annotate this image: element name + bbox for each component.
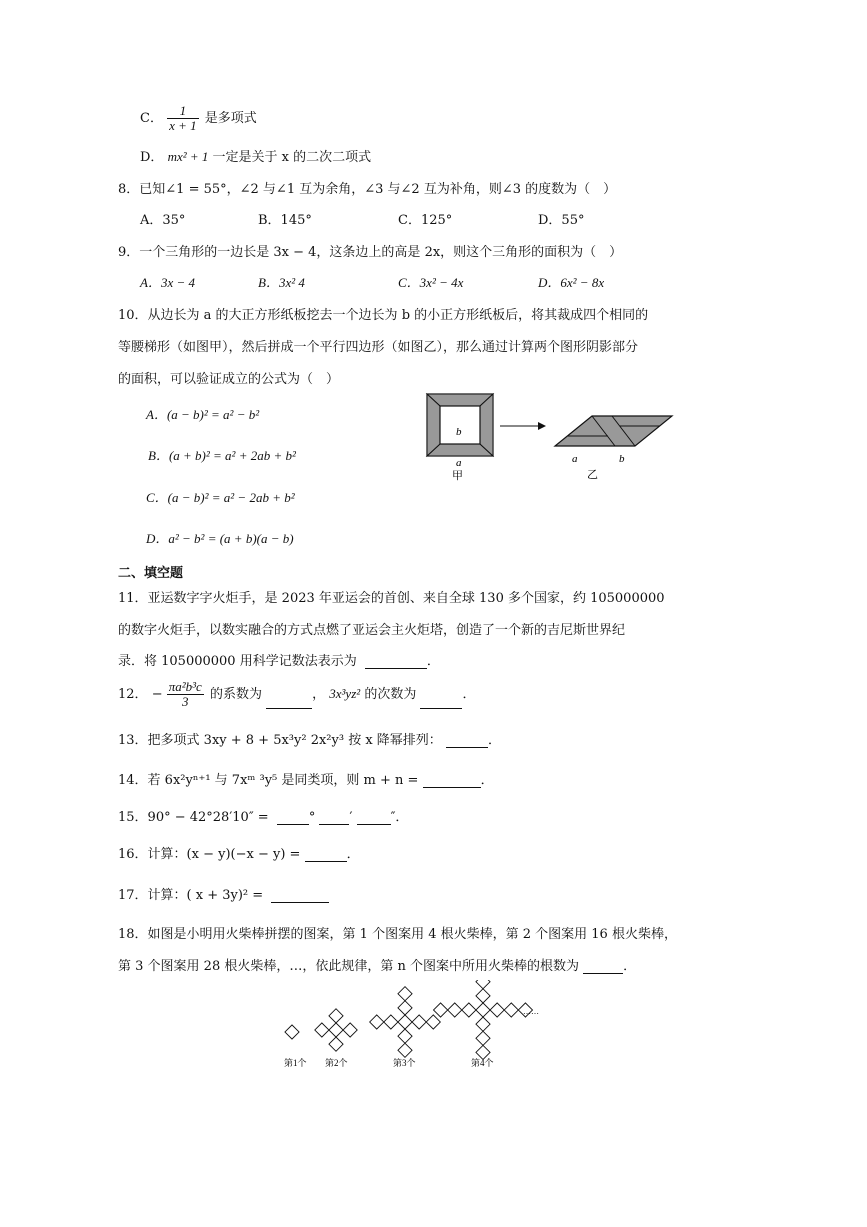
yi-label-a: a (572, 453, 578, 465)
q18-blank[interactable] (583, 961, 623, 974)
q10-figure (420, 388, 690, 483)
q10-line-2: 等腰梯形（如图甲），然后拼成一个平行四边形（如图乙），那么通过计算两个图形阴影部分 (118, 340, 639, 355)
q10-option-a[interactable]: A．(a − b)² = a² − b² (146, 407, 260, 422)
matchstick-cell (476, 989, 490, 1003)
q11-answer-blank[interactable] (365, 656, 427, 669)
matchstick-cell (398, 1015, 412, 1029)
q10-option-c[interactable]: C．(a − b)² = a² − 2ab + b² (146, 490, 295, 505)
q12-blank-1[interactable] (266, 696, 312, 709)
q10-option-b[interactable]: B．(a + b)² = a² + 2ab + b² (148, 448, 296, 463)
q17-text: 17．计算：( x + 3y)² = (118, 888, 264, 903)
q18-line-1: 18．如图是小明用火柴棒拼摆的图案，第 1 个图案用 4 根火柴棒，第 2 个图案用 16 根火柴棒， (118, 927, 677, 942)
arrow-icon (500, 422, 546, 430)
figure-yi (555, 416, 672, 481)
q18-line-2: 第 3 个图案用 28 根火柴棒，…，依此规律，第 n 个图案中所用火柴棒的根数为 ． (118, 959, 637, 974)
q14-text: 14．若 6x²yⁿ⁺¹ 与 7xᵐ ³y⁵ 是同类项，则 m + n = (118, 773, 419, 788)
q11-line-3-text: 录．将 105000000 用科学记数法表示为 (118, 654, 357, 669)
matchstick-cell (426, 1015, 440, 1029)
matchstick-cell (398, 1043, 412, 1057)
matchstick-cell (490, 1003, 504, 1017)
q12-blank-2[interactable] (420, 696, 462, 709)
matchstick-cell (315, 1023, 329, 1037)
q18-label-4: 第4个 (471, 1058, 494, 1068)
q7-option-c-text: 是多项式 (204, 111, 257, 126)
q10-line-3: 的面积，可以验证成立的公式为（ ） (118, 372, 340, 387)
q8-option-c[interactable]: C．125° (398, 213, 453, 228)
q12-fraction: $\frac{\text{πa²b³c}}{3}$ (168, 679, 202, 709)
q13-blank[interactable] (446, 735, 488, 748)
q15-blank-sec[interactable] (357, 812, 391, 825)
q9-option-a[interactable]: A．3x − 4 (140, 275, 195, 290)
q8-option-a[interactable]: A．35° (140, 213, 186, 228)
matchstick-cell (448, 1003, 462, 1017)
matchstick-cell (398, 987, 412, 1001)
jia-caption: 甲 (452, 470, 463, 482)
q17 (118, 884, 329, 903)
q7-option-d-label: D． (140, 150, 164, 165)
q14-blank[interactable] (423, 775, 481, 788)
q13-text: 13．把多项式 3xy + 8 + 5x³y² 2x²y³ 按 x 降幂排列： (118, 733, 442, 748)
q8-option-d[interactable]: D．55° (538, 213, 585, 228)
q9-option-c[interactable]: C．3x² − 4x (398, 275, 464, 290)
q7-option-d[interactable] (140, 146, 371, 165)
matchstick-cell (412, 1015, 426, 1029)
q18-label-3: 第3个 (393, 1058, 416, 1068)
q12-tail: 的次数为 (364, 687, 417, 702)
q12: 12． − $\frac{\text{πa²b³c}}{3}$ 的系数为 ， 3x³yz² 的次数为 ． (118, 679, 476, 709)
matchstick-cell (398, 1001, 412, 1015)
matchstick-cell (476, 980, 490, 989)
jia-inner-label: b (456, 426, 462, 438)
matchstick-patterns (285, 980, 533, 1059)
q15-blank-deg[interactable] (277, 812, 309, 825)
jia-side-label: a (456, 457, 462, 469)
matchstick-cell (504, 1003, 518, 1017)
q18-label-2: 第2个 (325, 1058, 348, 1068)
q12-expr2: 3x³yz² (329, 686, 361, 701)
q14: 14．若 6x²yⁿ⁺¹ 与 7xᵐ ³y⁵ 是同类项，则 m + n = ． (118, 773, 494, 788)
matchstick-cell (329, 1037, 343, 1051)
q11-line-2: 的数字火炬手，以数实融合的方式点燃了亚运会主火炬塔，创造了一个新的吉尼斯世界纪 (118, 623, 626, 638)
matchstick-cell (462, 1003, 476, 1017)
matchstick-cell (384, 1015, 398, 1029)
q18-figure (275, 980, 545, 1070)
matchstick-cell (329, 1023, 343, 1037)
q18-label-1: 第1个 (284, 1058, 307, 1068)
q9-option-b[interactable]: B．3x² 4 (258, 275, 305, 290)
q9-stem: 9．一个三角形的一边长是 3x − 4，这条边上的高是 2x，则这个三角形的面积为（ ） (118, 245, 623, 260)
matchstick-cell (476, 1003, 490, 1017)
q15-text: 15．90° − 42°28′10″ = (118, 810, 269, 825)
q16-blank[interactable] (305, 849, 347, 862)
q7-option-c-label: C． (140, 111, 163, 126)
q7-option-d-text: 一定是关于 x 的二次二项式 (212, 150, 372, 165)
q8-option-b[interactable]: B．145° (258, 213, 312, 228)
matchstick-cell (370, 1015, 384, 1029)
q12-prefix: 12． (118, 687, 148, 702)
q9-option-d[interactable]: D．6x² − 8x (538, 275, 605, 290)
q7-option-c[interactable] (140, 104, 257, 133)
matchstick-cell (476, 1031, 490, 1045)
matchstick-cell (434, 1003, 448, 1017)
q10-line-1: 10．从边长为 a 的大正方形纸板挖去一个边长为 b 的小正方形纸板后，将其裁成四个相同的 (118, 308, 649, 323)
q11-line-3: 录．将 105000000 用科学记数法表示为 ． (118, 654, 440, 669)
q8-stem: 8．已知∠1 = 55°，∠2 与∠1 互为余角，∠3 与∠2 互为补角，则∠3 的度数为（ ） (118, 182, 617, 197)
matchstick-cell (343, 1023, 357, 1037)
q18-ellipsis: …… (523, 1007, 539, 1016)
jia-inner-square (440, 406, 480, 444)
q11-line-1: 11．亚运数字字火炬手，是 2023 年亚运会的首创、来自全球 130 多个国家，约 105000000 (118, 591, 665, 606)
q13: 13．把多项式 3xy + 8 + 5x³y² 2x²y³ 按 x 降幂排列： ． (118, 733, 501, 748)
section-heading: 二、填空题 (118, 566, 184, 581)
figure-jia (427, 394, 493, 482)
yi-label-b: b (619, 453, 625, 465)
q16-text: 16．计算：(x − y)(−x − y) = (118, 847, 301, 862)
matchstick-cell (398, 1029, 412, 1043)
q12-mid: 的系数为 (209, 687, 262, 702)
matchstick-cell (329, 1009, 343, 1023)
q15: 15．90° − 42°28′10″ = ° ′ ″． (118, 810, 409, 825)
q17-blank[interactable] (271, 890, 329, 903)
q7-option-d-expr: mx² + 1 (167, 149, 209, 164)
matchstick-cell (476, 1017, 490, 1031)
q7-option-c-fraction: $\frac{1}{x + 1}$ (169, 103, 197, 133)
yi-caption: 乙 (587, 469, 598, 481)
matchstick-cell (285, 1025, 299, 1039)
q10-option-d[interactable]: D．a² − b² = (a + b)(a − b) (146, 531, 294, 546)
q15-blank-min[interactable] (319, 812, 349, 825)
yi-parallelogram (555, 416, 672, 446)
q16: 16．计算：(x − y)(−x − y) = ． (118, 847, 360, 862)
